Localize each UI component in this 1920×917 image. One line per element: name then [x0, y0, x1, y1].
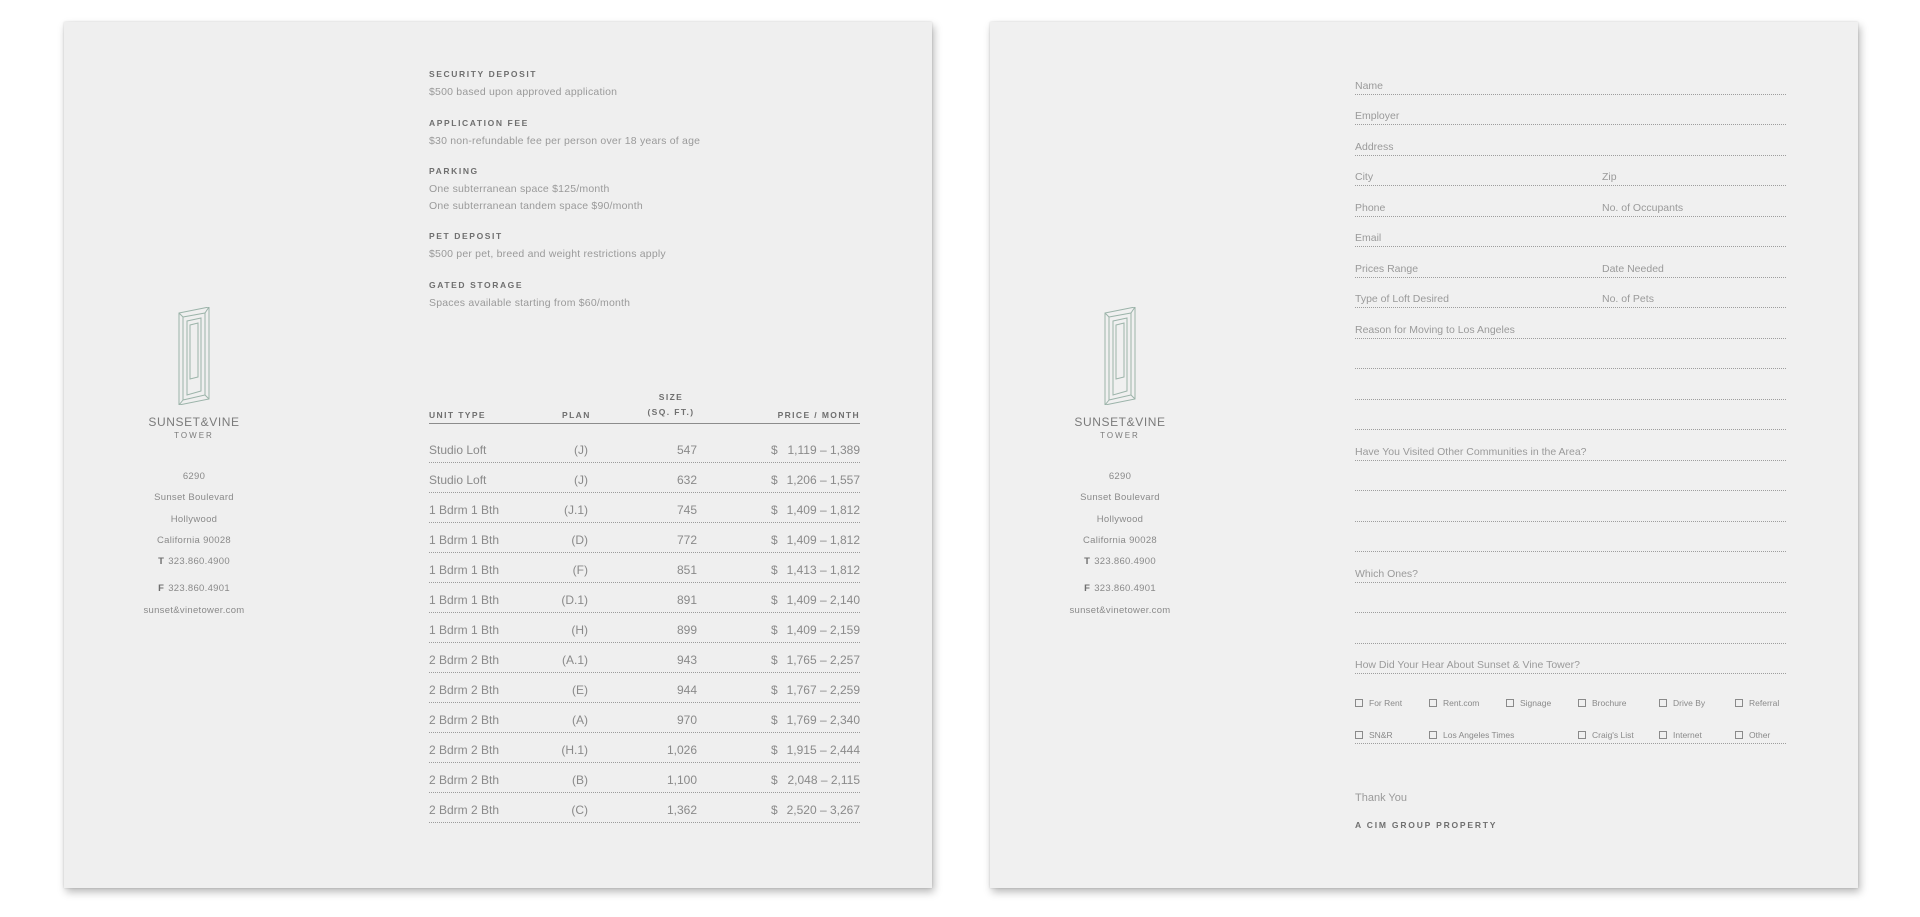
brand-subtitle: TOWER: [1100, 431, 1140, 440]
which-line[interactable]: [1355, 613, 1786, 644]
size-cell: 1,100: [666, 773, 697, 787]
pricing-row: [429, 433, 860, 463]
plan-cell: (D.1): [561, 593, 588, 607]
field-label: Which Ones?: [1355, 567, 1419, 580]
fee-title: SECURITY DEPOSIT: [429, 69, 538, 79]
contact-line: California 90028: [157, 534, 231, 546]
checkbox-box[interactable]: [1429, 699, 1437, 707]
name-field[interactable]: [1355, 64, 1786, 95]
checkbox-craigslist[interactable]: [1578, 730, 1634, 740]
pricing-row: [429, 763, 860, 793]
fee-detail: $500 per pet, breed and weight restrictions apply: [429, 248, 666, 260]
pricing-row: [429, 703, 860, 733]
cim-group-credit: A CIM GROUP PROPERTY: [1355, 820, 1498, 830]
reason-line[interactable]: [1355, 400, 1786, 431]
size-cell: 745: [676, 503, 697, 517]
city-zip-row[interactable]: [1355, 156, 1786, 187]
fee-detail: $500 based upon approved application: [429, 86, 618, 98]
currency-cell: $: [771, 593, 778, 607]
fee-detail: Spaces available starting from $60/month: [429, 296, 631, 309]
currency-cell: $: [771, 443, 778, 457]
fee-title: APPLICATION FEE: [429, 117, 529, 128]
city-label: City: [1355, 171, 1374, 183]
unit-type-cell: 1 Bdrm 1 Bth: [429, 623, 500, 637]
tower-logo-icon: [177, 307, 211, 405]
pricing-rows: [429, 433, 860, 823]
loft-type-label: Type of Loft Desired: [1355, 293, 1449, 305]
checkbox-box[interactable]: [1578, 731, 1586, 739]
reason-field[interactable]: [1355, 308, 1786, 339]
pricing-row: [429, 493, 860, 523]
phone-label: T: [158, 556, 165, 568]
fax-number: 323.860.4901: [1094, 583, 1156, 595]
fee-application: [429, 118, 869, 150]
contact-phone: [1044, 551, 1196, 572]
unit-type-cell: 2 Bdrm 2 Bth: [429, 713, 500, 727]
brand-name: SUNSET&VINE: [148, 415, 240, 429]
header-size-line1: SIZE: [658, 392, 684, 402]
fax-number: 323.860.4901: [168, 583, 230, 595]
pricing-row: [429, 463, 860, 493]
phone-number: 323.860.4900: [168, 556, 230, 568]
checkbox-rent-com[interactable]: [1429, 698, 1479, 708]
contact-website: sunset&vinetower.com: [143, 604, 245, 616]
checkbox-internet[interactable]: [1659, 730, 1702, 740]
unit-type-cell: 1 Bdrm 1 Bth: [429, 593, 500, 607]
price-cell: 1,409 – 1,812: [786, 533, 860, 547]
checkbox-box[interactable]: [1659, 731, 1667, 739]
price-cell: 1,413 – 1,812: [786, 563, 860, 577]
checkbox-la-times[interactable]: [1429, 730, 1514, 740]
which-field[interactable]: [1355, 552, 1786, 583]
currency-cell: $: [771, 803, 778, 817]
phone-label: T: [1084, 556, 1091, 568]
price-date-row[interactable]: [1355, 247, 1786, 278]
size-cell: 1,026: [666, 743, 697, 757]
fee-list: [429, 69, 869, 328]
checkbox-for-rent[interactable]: [1355, 698, 1402, 708]
pricing-row: [429, 523, 860, 553]
checkbox-label: Referral: [1749, 698, 1780, 708]
size-cell: 772: [676, 533, 697, 547]
fee-title: PET DEPOSIT: [429, 231, 503, 241]
unit-type-cell: Studio Loft: [429, 473, 487, 487]
pricing-row: [429, 583, 860, 613]
currency-cell: $: [771, 623, 778, 637]
fee-detail: One subterranean tandem space $90/month: [429, 199, 643, 212]
right-page: [990, 22, 1858, 888]
pets-label: No. of Pets: [1602, 293, 1654, 305]
visited-line[interactable]: [1355, 491, 1786, 522]
source-checkboxes: [1355, 674, 1786, 744]
prices-range-label: Prices Range: [1355, 262, 1419, 275]
currency-cell: $: [771, 503, 778, 517]
pricing-row: [429, 643, 860, 673]
phone-number: 323.860.4900: [1094, 556, 1156, 568]
checkbox-box[interactable]: [1578, 699, 1586, 707]
unit-type-cell: 2 Bdrm 2 Bth: [429, 683, 500, 697]
price-cell: 2,520 – 3,267: [786, 803, 860, 817]
unit-type-cell: 1 Bdrm 1 Bth: [429, 503, 500, 517]
header-plan: PLAN: [562, 410, 591, 420]
plan-cell: (H): [571, 623, 588, 637]
price-cell: 2,048 – 2,115: [787, 773, 860, 787]
currency-cell: $: [771, 743, 778, 757]
contact-phone: [118, 551, 270, 572]
pricing-table: [429, 392, 860, 823]
checkbox-label: For Rent: [1369, 698, 1403, 708]
employer-field[interactable]: [1355, 95, 1786, 126]
unit-type-cell: 2 Bdrm 2 Bth: [429, 803, 500, 817]
plan-cell: (B): [572, 773, 588, 787]
field-label: Email: [1355, 232, 1382, 244]
size-cell: 851: [676, 563, 697, 577]
occupants-label: No. of Occupants: [1602, 201, 1684, 214]
checkbox-label: Craig's List: [1592, 730, 1634, 740]
plan-cell: (A.1): [561, 653, 588, 667]
email-field[interactable]: [1355, 217, 1786, 248]
field-label: Address: [1355, 140, 1394, 153]
tower-logo-icon: [1103, 307, 1137, 405]
zip-label: Zip: [1602, 171, 1617, 183]
checkbox-label: SN&R: [1369, 730, 1393, 740]
price-cell: 1,409 – 2,140: [786, 593, 860, 607]
fee-detail: One subterranean space $125/month: [429, 183, 610, 195]
unit-type-cell: 2 Bdrm 2 Bth: [429, 773, 500, 787]
field-label: Reason for Moving to Los Angeles: [1355, 323, 1515, 336]
pricing-table-header: [429, 392, 860, 424]
checkbox-label: Los Angeles Times: [1443, 730, 1515, 740]
fee-security-deposit: [429, 69, 869, 101]
hear-field[interactable]: [1355, 644, 1786, 675]
price-cell: 1,767 – 2,259: [786, 683, 860, 697]
currency-cell: $: [771, 473, 778, 487]
plan-cell: (H.1): [561, 743, 588, 757]
currency-cell: $: [771, 563, 778, 577]
header-size-line2: (SQ. FT.): [647, 407, 695, 417]
plan-cell: (J.1): [564, 503, 588, 517]
field-label: Employer: [1355, 110, 1400, 122]
fee-gated-storage: [429, 280, 869, 312]
visited-line[interactable]: [1355, 522, 1786, 553]
fee-parking: [429, 166, 869, 214]
contact-line: 6290: [182, 471, 206, 482]
loft-pets-row[interactable]: [1355, 278, 1786, 309]
unit-type-cell: 2 Bdrm 2 Bth: [429, 743, 500, 757]
brand-subtitle: TOWER: [174, 431, 214, 440]
contact-line: Hollywood: [170, 513, 218, 525]
checkbox-label: Brochure: [1592, 698, 1627, 708]
checkbox-signage[interactable]: [1506, 698, 1551, 708]
header-unit-type: UNIT TYPE: [429, 410, 486, 420]
price-cell: 1,765 – 2,257: [786, 653, 860, 667]
fee-title: PARKING: [429, 166, 479, 176]
fee-detail: $30 non-refundable fee per person over 18 years of age: [429, 134, 701, 147]
plan-cell: (F): [572, 563, 588, 577]
price-cell: 1,409 – 2,159: [786, 623, 860, 637]
unit-type-cell: 1 Bdrm 1 Bth: [429, 563, 500, 577]
application-form: [1355, 64, 1786, 744]
contact-line: Sunset Boulevard: [1080, 492, 1160, 504]
contact-line: Sunset Boulevard: [154, 492, 234, 504]
contact-block: [118, 466, 270, 621]
checkbox-label: Rent.com: [1443, 698, 1480, 708]
reason-line[interactable]: [1355, 369, 1786, 400]
price-cell: 1,206 – 1,557: [786, 473, 860, 487]
price-cell: 1,915 – 2,444: [786, 743, 860, 757]
field-label: Name: [1355, 79, 1384, 92]
checkbox-referral[interactable]: [1735, 698, 1779, 708]
checkbox-snr[interactable]: [1355, 730, 1393, 740]
brand-block: [118, 307, 270, 621]
checkbox-box[interactable]: [1735, 699, 1743, 707]
checkbox-label: Other: [1749, 730, 1771, 740]
unit-type-cell: 2 Bdrm 2 Bth: [429, 653, 500, 667]
field-label: How Did Your Hear About Sunset & Vine Tower?: [1355, 659, 1580, 671]
price-cell: 1,119 – 1,389: [787, 443, 860, 457]
address-field[interactable]: [1355, 125, 1786, 156]
brand-name: SUNSET&VINE: [1074, 415, 1166, 429]
size-cell: 891: [676, 593, 697, 607]
checkbox-box[interactable]: [1429, 731, 1437, 739]
fax-label: F: [158, 583, 165, 595]
plan-cell: (E): [572, 683, 588, 697]
contact-fax: [118, 578, 270, 599]
checkbox-brochure[interactable]: [1578, 698, 1627, 708]
contact-line: Hollywood: [1096, 513, 1144, 525]
pricing-row: [429, 793, 860, 823]
checkbox-box[interactable]: [1659, 699, 1667, 707]
contact-line: 6290: [1108, 471, 1132, 482]
checkbox-label: Signage: [1520, 698, 1552, 708]
phone-label: Phone: [1355, 201, 1386, 214]
contact-website: sunset&vinetower.com: [1069, 604, 1171, 616]
which-line[interactable]: [1355, 583, 1786, 614]
contact-line: California 90028: [1083, 534, 1157, 546]
plan-cell: (A): [572, 713, 588, 727]
size-cell: 943: [676, 653, 697, 667]
left-page: [64, 22, 932, 888]
fax-label: F: [1084, 583, 1091, 595]
checkbox-drive-by[interactable]: [1659, 698, 1705, 708]
reason-line[interactable]: [1355, 339, 1786, 370]
pricing-row: [429, 553, 860, 583]
unit-type-cell: 1 Bdrm 1 Bth: [429, 533, 500, 547]
thank-you-text: Thank You: [1355, 792, 1407, 804]
brand-block: [1044, 307, 1196, 621]
price-cell: 1,769 – 2,340: [786, 713, 860, 727]
currency-cell: $: [771, 773, 778, 787]
checkbox-label: Drive By: [1673, 698, 1706, 708]
field-label: Have You Visited Other Communities in the Area?: [1355, 445, 1587, 458]
size-cell: 970: [676, 713, 697, 727]
size-cell: 1,362: [666, 803, 697, 817]
plan-cell: (J): [574, 473, 588, 487]
size-cell: 632: [676, 473, 697, 487]
plan-cell: (C): [571, 803, 588, 817]
visited-line[interactable]: [1355, 461, 1786, 492]
pricing-row: [429, 733, 860, 763]
contact-fax: [1044, 578, 1196, 599]
checkbox-label: Internet: [1673, 730, 1702, 740]
pricing-row: [429, 673, 860, 703]
size-cell: 899: [676, 623, 697, 637]
currency-cell: $: [771, 713, 778, 727]
size-cell: 944: [676, 683, 697, 697]
fee-pet-deposit: [429, 231, 869, 263]
header-price: PRICE / MONTH: [777, 410, 860, 420]
date-needed-label: Date Needed: [1602, 262, 1664, 275]
checkbox-box[interactable]: [1506, 699, 1514, 707]
fee-title: GATED STORAGE: [429, 279, 524, 290]
currency-cell: $: [771, 653, 778, 667]
header-size: [643, 390, 699, 420]
currency-cell: $: [771, 533, 778, 547]
checkbox-box[interactable]: [1355, 699, 1363, 707]
checkbox-box[interactable]: [1355, 731, 1363, 739]
contact-block: [1044, 466, 1196, 621]
plan-cell: (J): [574, 443, 588, 457]
pricing-row: [429, 613, 860, 643]
phone-occupants-row[interactable]: [1355, 186, 1786, 217]
plan-cell: (D): [571, 533, 588, 547]
visited-field[interactable]: [1355, 430, 1786, 461]
checkbox-box[interactable]: [1735, 731, 1743, 739]
size-cell: 547: [676, 443, 697, 457]
price-cell: 1,409 – 1,812: [786, 503, 860, 517]
unit-type-cell: Studio Loft: [429, 443, 487, 457]
currency-cell: $: [771, 683, 778, 697]
checkbox-other[interactable]: [1735, 730, 1770, 740]
